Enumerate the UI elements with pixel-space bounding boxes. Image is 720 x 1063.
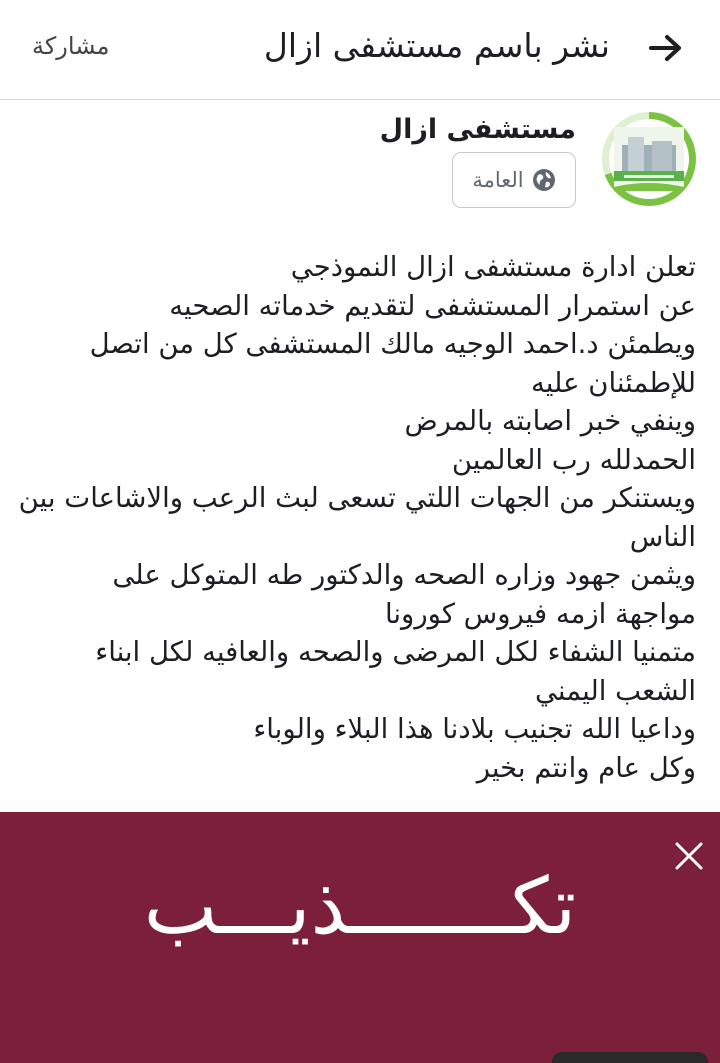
post-line: للإطمئنان عليه — [530, 366, 696, 399]
post-line: عن استمرار المستشفى لتقديم خدماته الصحيه — [169, 289, 696, 322]
post-line: ويستنكر من الجهات اللتي تسعى لبث الرعب والاشاعات بين — [18, 482, 696, 514]
back-button[interactable] — [646, 30, 686, 66]
close-icon — [674, 841, 704, 871]
hospital-logo — [609, 119, 689, 199]
page-title: نشر باسم مستشفى ازال — [263, 26, 610, 65]
post-line: الناس — [629, 520, 696, 553]
post-line: ويطمئن د.احمد الوجيه مالك المستشفى كل من اتصل — [89, 328, 696, 360]
post-text — [16, 248, 696, 787]
bottom-handle — [552, 1052, 708, 1063]
post-line: الحمدلله رب العالمين — [451, 443, 696, 476]
page-name[interactable]: مستشفى ازال — [379, 114, 576, 145]
globe-icon — [532, 168, 556, 192]
arrow-right-icon — [649, 34, 683, 62]
post-line: وكل عام وانتم بخير — [476, 751, 696, 784]
page-avatar[interactable] — [602, 112, 696, 206]
banner-label: تكـــــــذيـــب — [143, 862, 577, 952]
post-line: ويثمن جهود وزاره الصحه والدكتور طه المتوكل على — [112, 559, 696, 591]
post-line: متمنيا الشفاء لكل المرضى والصحه والعافيه لكل ابناء — [95, 636, 696, 668]
post-line: الشعب اليمني — [535, 674, 696, 707]
post-line: تعلن ادارة مستشفى ازال النموذجي — [290, 251, 696, 283]
audience-label: العامة — [472, 168, 524, 192]
post-line: مواجهة ازمه فيروس كورونا — [385, 597, 696, 630]
share-button[interactable]: مشاركة — [32, 32, 110, 60]
post-line: وداعيا الله تجنيب بلادنا هذا البلاء والوباء — [253, 713, 696, 745]
audience-selector[interactable] — [452, 152, 576, 208]
post-line: وينفي خبر اصابته بالمرض — [404, 405, 696, 437]
top-bar — [0, 0, 720, 100]
